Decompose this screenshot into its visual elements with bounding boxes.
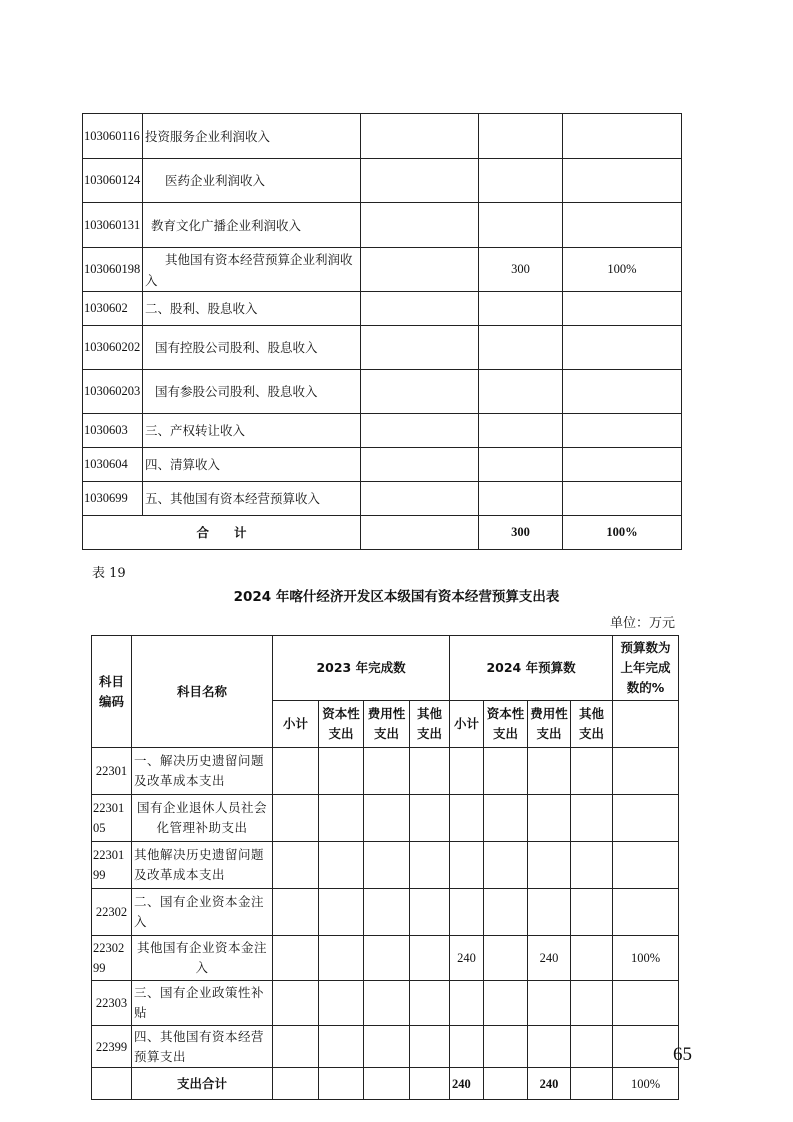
cell-value [364,795,410,842]
cell-value [319,889,364,936]
cell-value [484,795,528,842]
cell-value [571,889,613,936]
subject-code: 1030604 [83,448,143,482]
table-row [83,448,682,482]
subject-code: 103060198 [83,248,143,292]
table-row [83,414,682,448]
cell-value [479,448,563,482]
cell-value [450,1026,484,1068]
cell-value [410,936,450,981]
cell-percent: 100% [613,936,679,981]
cell-percent [563,414,682,448]
unit-label: 单位：万元 [610,616,676,631]
cell-value [364,842,410,889]
cell-value [484,748,528,795]
subject-code: 2230105 [92,795,132,842]
total-value [484,1068,528,1100]
subject-name: 五、其他国有资本经营预算收入 [143,482,361,516]
cell-percent [613,889,679,936]
cell-value [361,326,479,370]
cell-value [571,842,613,889]
table-row [83,482,682,516]
cell-value [450,842,484,889]
cell-value [528,748,571,795]
table-row [83,203,682,248]
subject-code: 1030603 [83,414,143,448]
cell-value [273,981,319,1026]
cell-value [273,842,319,889]
table-row [92,981,679,1026]
cell-value [479,203,563,248]
cell-value [479,414,563,448]
cell-percent [563,159,682,203]
cell-percent [563,203,682,248]
cell-value [450,795,484,842]
cell-value [571,795,613,842]
cell-percent [613,1026,679,1068]
header-2024: 2024 年预算数 [450,636,613,701]
cell-value [364,1026,410,1068]
cell-value [484,889,528,936]
cell-percent [613,842,679,889]
cell-value [450,748,484,795]
cell-value [528,1026,571,1068]
cell-percent [563,114,682,159]
subject-name: 一、解决历史遗留问题及改革成本支出 [132,748,273,795]
cell-value [361,292,479,326]
total-value [571,1068,613,1100]
cell-percent [613,981,679,1026]
subject-code: 1030699 [83,482,143,516]
cell-value [571,748,613,795]
table-row [83,326,682,370]
cell-value [273,748,319,795]
header-code: 科目编码 [92,636,132,748]
subject-name: 医药企业利润收入 [143,159,361,203]
cell-value [484,936,528,981]
cell-value [571,981,613,1026]
cell-value [361,448,479,482]
subject-code: 103060116 [83,114,143,159]
subject-name: 二、国有企业资本金注入 [132,889,273,936]
cell-percent [613,748,679,795]
cell-value [571,936,613,981]
subheader-expense-2024: 费用性支出 [528,701,571,748]
subject-name: 投资服务企业利润收入 [143,114,361,159]
cell-value [319,795,364,842]
cell-value [479,482,563,516]
subject-code: 103060124 [83,159,143,203]
cell-value [528,889,571,936]
subject-code: 1030602 [83,292,143,326]
table-caption: 表 19 [92,566,126,581]
cell-value [361,203,479,248]
total-value [273,1068,319,1100]
subject-name: 三、国有企业政策性补贴 [132,981,273,1026]
subject-name: 其他解决历史遗留问题及改革成本支出 [132,842,273,889]
cell-value [484,1026,528,1068]
cell-value [364,981,410,1026]
table-title: 2024 年喀什经济开发区本级国有资本经营预算支出表 [233,589,560,605]
total-value [364,1068,410,1100]
header-row [92,636,679,701]
cell-value [364,889,410,936]
subject-name: 四、其他国有资本经营预算支出 [132,1026,273,1068]
cell-value [410,1026,450,1068]
total-value: 240 [528,1068,571,1100]
subject-code: 22302 [92,889,132,936]
subject-code: 103060202 [83,326,143,370]
total-row [83,516,682,550]
subheader-subtotal-2024: 小计 [450,701,484,748]
cell-value: 240 [528,936,571,981]
subheader-other-2023: 其他支出 [410,701,450,748]
table-row [92,936,679,981]
subject-name: 国有企业退休人员社会化管理补助支出 [132,795,273,842]
cell-value [361,114,479,159]
cell-percent [563,326,682,370]
cell-value [528,981,571,1026]
cell-value [528,842,571,889]
subject-name: 其他国有企业资本金注入 [132,936,273,981]
table-row [92,795,679,842]
table-row [83,159,682,203]
cell-value [319,981,364,1026]
cell-value [361,370,479,414]
table-row [83,248,682,292]
cell-percent [563,370,682,414]
cell-value [273,795,319,842]
cell-value [484,842,528,889]
cell-value [364,748,410,795]
cell-value [319,748,364,795]
total-percent: 100% [563,516,682,550]
subject-name: 国有控股公司股利、股息收入 [143,326,361,370]
header-name: 科目名称 [132,636,273,748]
expense-table [91,635,679,1100]
total-value: 300 [479,516,563,550]
total-percent: 100% [613,1068,679,1100]
cell-value [479,114,563,159]
cell-value [361,159,479,203]
total-value [410,1068,450,1100]
subject-code: 103060203 [83,370,143,414]
cell-value [364,936,410,981]
cell-value [479,326,563,370]
header-ratio: 预算数为上年完成数的% [613,636,679,701]
cell-value [319,842,364,889]
cell-value [410,889,450,936]
cell-value [410,981,450,1026]
cell-value [273,1026,319,1068]
total-row [92,1068,679,1100]
total-code [92,1068,132,1100]
total-value: 240 [450,1068,484,1100]
subheader-other-2024: 其他支出 [571,701,613,748]
table-row [92,748,679,795]
cell-value [450,981,484,1026]
cell-value [273,936,319,981]
subject-name: 二、股利、股息收入 [143,292,361,326]
subject-name: 国有参股公司股利、股息收入 [143,370,361,414]
header-2023: 2023 年完成数 [273,636,450,701]
subject-code: 2230299 [92,936,132,981]
page-number: 65 [673,1044,692,1065]
table-row [83,292,682,326]
cell-percent [563,292,682,326]
cell-percent [613,795,679,842]
cell-value [484,981,528,1026]
subject-code: 103060131 [83,203,143,248]
subheader-subtotal-2023: 小计 [273,701,319,748]
cell-value [361,414,479,448]
subject-name: 三、产权转让收入 [143,414,361,448]
income-table [82,113,682,550]
cell-value [361,482,479,516]
cell-value [319,936,364,981]
subheader-ratio-empty [613,701,679,748]
subject-name: 其他国有资本经营预算企业利润收入 [143,248,361,292]
cell-value [571,1026,613,1068]
subheader-capital-2023: 资本性支出 [319,701,364,748]
total-label: 合 计 [83,516,361,550]
table-row [83,370,682,414]
cell-value [528,795,571,842]
total-label: 支出合计 [132,1068,273,1100]
cell-value [479,292,563,326]
cell-value [479,370,563,414]
table-row [92,842,679,889]
total-value [319,1068,364,1100]
cell-value [273,889,319,936]
cell-percent [563,482,682,516]
table-row [92,889,679,936]
cell-value: 300 [479,248,563,292]
cell-value [319,1026,364,1068]
table-row [92,1026,679,1068]
cell-value [479,159,563,203]
subject-code: 22399 [92,1026,132,1068]
subheader-expense-2023: 费用性支出 [364,701,410,748]
cell-percent [563,448,682,482]
subheader-capital-2024: 资本性支出 [484,701,528,748]
cell-value: 240 [450,936,484,981]
cell-value [410,842,450,889]
cell-value [410,795,450,842]
subject-code: 22303 [92,981,132,1026]
cell-value [410,748,450,795]
cell-percent: 100% [563,248,682,292]
table-row [83,114,682,159]
total-value [361,516,479,550]
subject-name: 教育文化广播企业利润收入 [143,203,361,248]
cell-value [361,248,479,292]
subject-code: 2230199 [92,842,132,889]
subject-name: 四、清算收入 [143,448,361,482]
subject-code: 22301 [92,748,132,795]
cell-value [450,889,484,936]
